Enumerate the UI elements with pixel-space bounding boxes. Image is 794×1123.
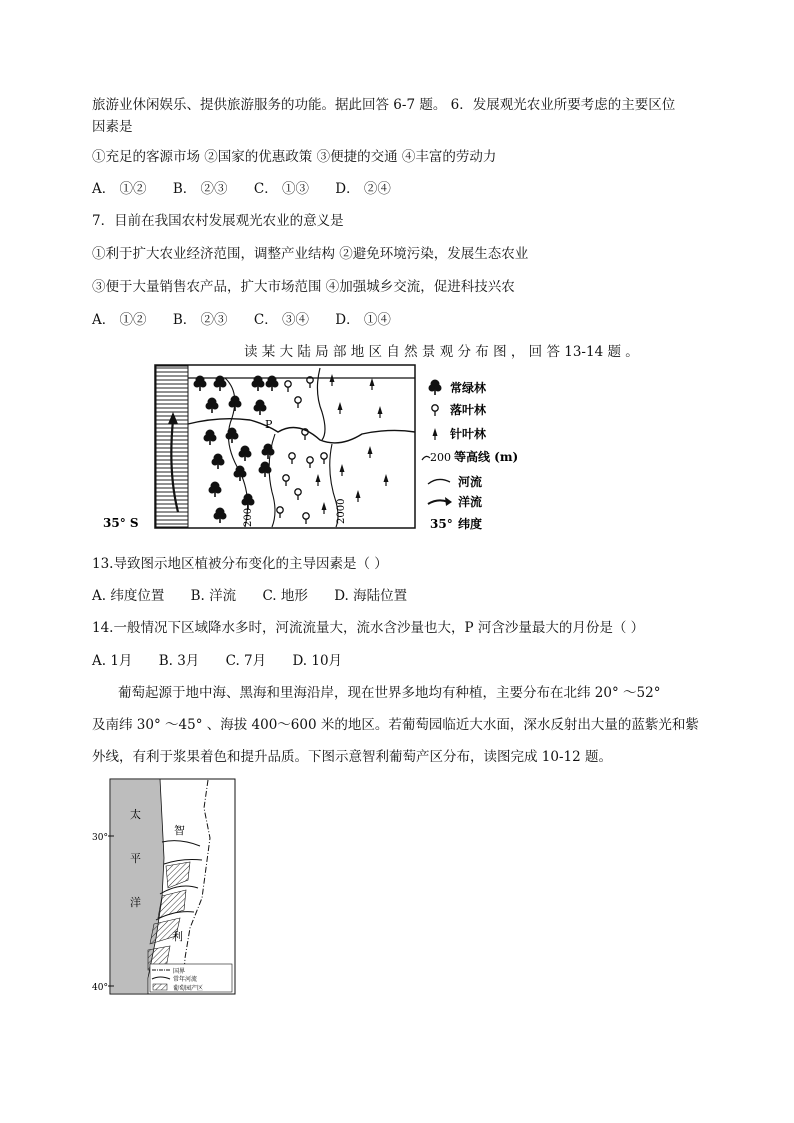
contour-200-label: 200 — [243, 507, 254, 527]
q14-option-d[interactable]: D. 10月 — [292, 653, 343, 669]
q6-items: ①充足的客源市场 ②国家的优惠政策 ③便捷的交通 ④丰富的劳动力 — [92, 149, 497, 165]
q13-stem: 13.导致图示地区植被分布变化的主导因素是（ ） — [92, 556, 388, 572]
q7-option-d[interactable]: D． ①④ — [335, 312, 391, 328]
ocean-char-2: 平 — [130, 852, 141, 865]
q7-option-a[interactable]: A． ①② — [92, 312, 147, 328]
legend-deciduous: 落叶林 — [450, 403, 487, 417]
q14-option-a[interactable]: A. 1月 — [92, 653, 133, 669]
q7-items-1: ①利于扩大农业经济范围，调整产业结构 ②避免环境污染，发展生态农业 — [92, 246, 529, 262]
grape-para-3: 外线，有利于浆果着色和提升品质。下图示意智利葡萄产区分布，读图完成 10-12 题。 — [92, 749, 612, 765]
q14-stem: 14.一般情况下区域降水多时，河流流量大，流水含沙量也大，P 河含沙量最大的月份是（ ） — [92, 620, 645, 636]
legend-grape-area: 葡萄园产区 — [173, 985, 204, 992]
q7-option-b[interactable]: B． ②③ — [172, 312, 228, 328]
legend-border: 国界 — [173, 968, 186, 975]
ocean-char-3: 洋 — [130, 896, 141, 909]
q6-option-c[interactable]: C． ①③ — [253, 181, 309, 197]
q14-option-c[interactable]: C. 7月 — [225, 653, 267, 669]
point-p-label: P — [265, 418, 273, 431]
legend-evergreen: 常绿林 — [450, 381, 487, 395]
q14-option-b[interactable]: B. 3月 — [158, 653, 200, 669]
q6-options — [92, 180, 413, 198]
legend-river: 常年河流 — [173, 976, 198, 983]
ocean-char-1: 太 — [130, 808, 141, 821]
legend-contour: 等高线 (m) — [454, 450, 519, 464]
q14-options — [92, 652, 364, 670]
q6-intro: 旅游业休闲娱乐、提供旅游服务的功能。据此回答 6-7 题。 6．发展观光农业所要考虑的主要区位 — [92, 97, 676, 113]
q7-items-2: ③便于大量销售农产品，扩大市场范围 ④加强城乡交流，促进科技兴农 — [92, 279, 515, 295]
grape-para-2: 及南纬 30° ～45° 、海拔 400～600 米的地区。若葡萄园临近大水面，深水反射出大量的蓝紫光和紫 — [92, 717, 699, 733]
grape-para-1: 葡萄起源于地中海、黑海和里海沿岸，现在世界多地均有种植，主要分布在北纬 20° ～52° — [118, 685, 661, 701]
q6-option-d[interactable]: D． ②④ — [335, 181, 391, 197]
country-char-2: 利 — [172, 930, 183, 943]
q7-options — [92, 311, 413, 329]
map1-caption: 读 某 大 陆 局 部 地 区 自 然 景 观 分 布 图 ， 回 答 13-14 题 。 — [244, 344, 639, 360]
q7-stem: 7．目前在我国农村发展观光农业的意义是 — [92, 213, 344, 229]
q13-option-b[interactable]: B. 洋流 — [190, 588, 237, 604]
legend-contour-num: 200 — [430, 451, 451, 464]
legend-coniferous: 针叶林 — [450, 427, 487, 441]
lat-30-label: 30° — [92, 833, 108, 843]
q13-option-a[interactable]: A. 纬度位置 — [92, 588, 165, 604]
country-char-1: 智 — [174, 824, 185, 837]
legend-current: 洋流 — [458, 495, 483, 509]
legend-lat-num: 35° — [430, 517, 453, 531]
chile-grape-map — [90, 778, 240, 996]
q13-option-c[interactable]: C. 地形 — [262, 588, 308, 604]
vegetation-map — [100, 362, 530, 534]
map-frame — [155, 365, 415, 528]
legend-lat: 纬度 — [458, 517, 483, 531]
q13-option-d[interactable]: D. 海陆位置 — [334, 588, 408, 604]
q6-intro-cont: 因素是 — [92, 119, 133, 135]
q13-options — [92, 587, 429, 605]
q7-option-c[interactable]: C． ③④ — [253, 312, 309, 328]
q6-option-a[interactable]: A． ①② — [92, 181, 147, 197]
lat-35s-label: 35° S — [103, 516, 139, 530]
q6-option-b[interactable]: B． ②③ — [172, 181, 228, 197]
contour-2000-label: 2000 — [336, 498, 347, 524]
legend-river: 河流 — [458, 475, 483, 489]
lat-40-label: 40° — [92, 983, 108, 993]
